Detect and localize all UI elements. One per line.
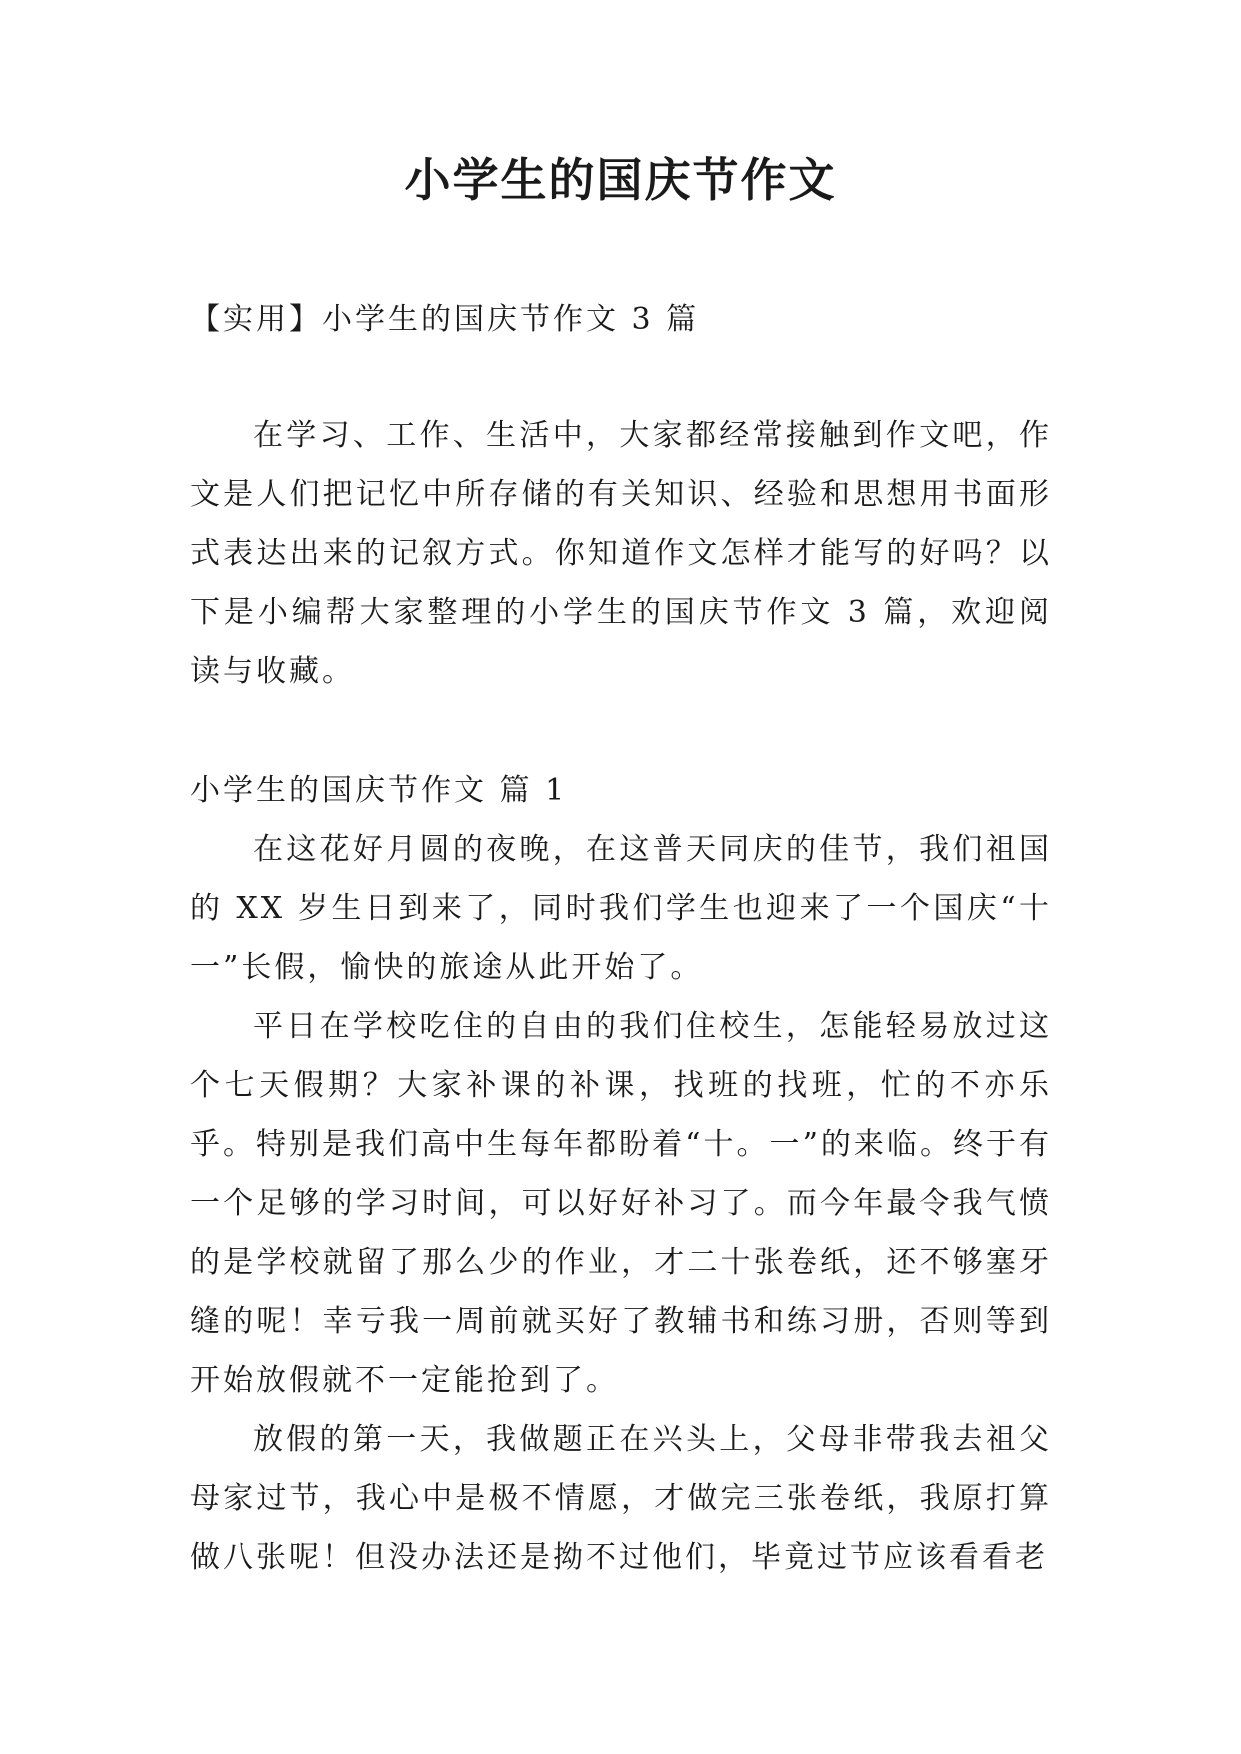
document-body bbox=[190, 290, 1052, 1587]
section-heading: 小学生的国庆节作文 篇 1 bbox=[190, 773, 568, 808]
document-title: 小学生的国庆节作文 bbox=[404, 153, 837, 207]
spacer bbox=[190, 349, 1052, 406]
document-subtitle: 【实用】小学生的国庆节作文 3 篇 bbox=[190, 302, 700, 337]
body-paragraph: 在这花好月圆的夜晚，在这普天同庆的佳节，我们祖国的 XX 岁生日到来了，同时我们学生也迎来了一个国庆“十一”长假，愉快的旅途从此开始了。 bbox=[190, 832, 1052, 985]
spacer bbox=[190, 701, 1052, 761]
body-paragraph: 平日在学校吃住的自由的我们住校生，怎能轻易放过这个七天假期？大家补课的补课，找班的找班，忙的不亦乐乎。特别是我们高中生每年都盼着“十。一”的来临。终于有一个足够的学习时间，可以好好补习了。而今年最令我气愤的是学校就留了那么少的作业，才二十张卷纸，还不够塞牙缝的呢！幸亏我一周前就买好了教辅书和练习册，否则等到开始放假就不一定能抢到了。 bbox=[190, 1009, 1052, 1398]
body-paragraph: 放假的第一天，我做题正在兴头上，父母非带我去祖父母家过节，我心中是极不情愿，才做完三张卷纸，我原打算做八张呢！但没办法还是拗不过他们，毕竟过节应该看看老 bbox=[190, 1422, 1052, 1575]
intro-paragraph: 在学习、工作、生活中，大家都经常接触到作文吧，作文是人们把记忆中所存储的有关知识、经验和思想用书面形式表达出来的记叙方式。你知道作文怎样才能写的好吗？以下是小编帮大家整理的小学生的国庆节作文 3 篇，欢迎阅读与收藏。 bbox=[190, 418, 1052, 689]
